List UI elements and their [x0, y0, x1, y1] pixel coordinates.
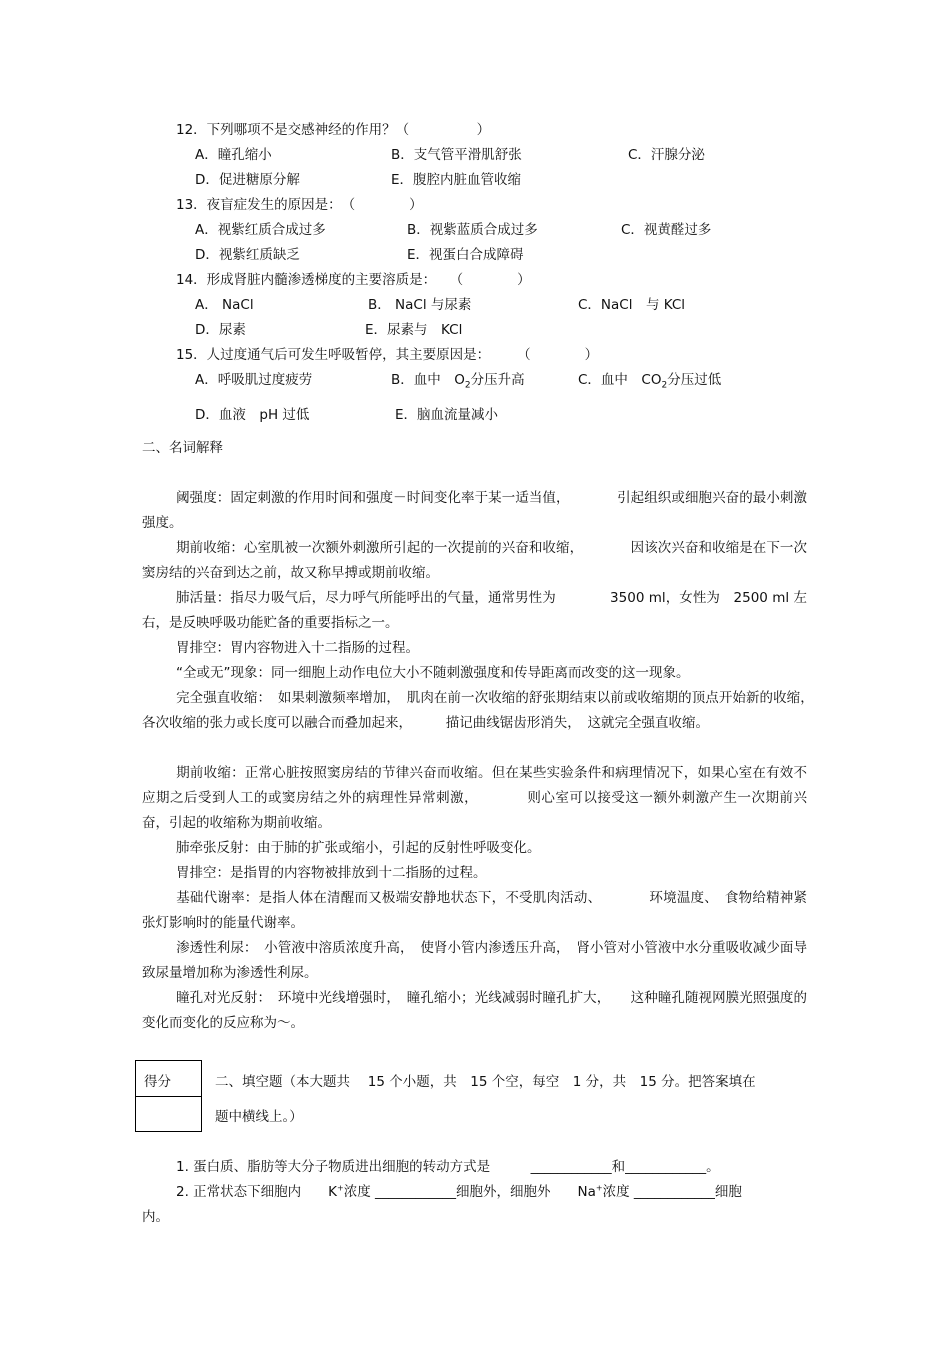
q15-option-e: E．脑血流量减小 — [395, 407, 499, 423]
definition-item: 基础代谢率：是指人体在清醒而又极端安静地状态下，不受肌肉活动、 环境温度、 食物给精神紧张灯影响时的能量代谢率。 — [142, 890, 807, 931]
definition-item: 瞳孔对光反射： 环境中光线增强时， 瞳孔缩小；光线减弱时瞳孔扩大， 这种瞳孔随视网膜光照强度的变化而变化的反应称为～。 — [142, 990, 807, 1031]
q14-option-b: B． NaCl 与尿素 — [368, 297, 472, 313]
q14-option-d: D．尿素 — [195, 322, 246, 338]
q14-option-e: E．尿素与 KCl — [365, 322, 463, 338]
q14-option-c: C．NaCl 与 KCl — [578, 297, 686, 313]
q14-option-a: A． NaCl — [195, 297, 254, 313]
definition-item: “全或无”现象：同一细胞上动作电位大小不随刺激强度和传导距离而改变的这一现象。 — [176, 665, 690, 681]
definition-item: 胃排空：是指胃的内容物被排放到十二指肠的过程。 — [176, 865, 487, 881]
definition-item: 渗透性利尿： 小管液中溶质浓度升高， 使肾小管内渗透压升高， 肾小管对小管液中水分重吸收减少面导致尿量增加称为渗透性利尿。 — [142, 940, 807, 981]
definition-item: 期前收缩：心室肌被一次额外刺激所引起的一次提前的兴奋和收缩， 因该次兴奋和收缩是在下一次窦房结的兴奋到达之前，故又称早搏或期前收缩。 — [142, 540, 807, 581]
q12-option-c: C．汗腺分泌 — [628, 147, 705, 163]
section-terms-title: 二、名词解释 — [142, 440, 223, 456]
q14-stem: 14．形成肾脏内髓渗透梯度的主要溶质是： （ ） — [176, 272, 531, 288]
score-box — [135, 1060, 202, 1132]
score-label: 得分 — [144, 1074, 171, 1090]
q13-option-c: C．视黄醛过多 — [621, 222, 712, 238]
definition-item: 期前收缩：正常心脏按照窦房结的节律兴奋而收缩。但在某些实验条件和病理情况下，如果心室在有效不应期之后受到人工的或窦房结之外的病理性异常刺激， 则心室可以接受这一额外刺激产生一次期前兴奋，引起的收缩称为期前收缩。 — [142, 765, 807, 831]
fill-item-2: 2. 正常状态下细胞内 K+浓度 ____________细胞外，细胞外 Na+浓度 ____________细胞 — [176, 1183, 742, 1200]
q13-option-e: E．视蛋白合成障碍 — [407, 247, 524, 263]
q12-option-a: A．瞳孔缩小 — [195, 147, 272, 163]
q15-option-b: B．血中 $O_2$分压升高 — [391, 372, 525, 391]
q15-option-a: A．呼吸肌过度疲劳 — [195, 372, 313, 388]
q15-option-d: D．血液 pH 过低 — [195, 407, 310, 423]
section-fill-title: 二、填空题（本大题共 15 个小题，共 15 个空，每空 1 分，共 15 分。把答案填在 — [215, 1074, 756, 1090]
q13-option-a: A．视紫红质合成过多 — [195, 222, 326, 238]
q12-option-e: E．腹腔内脏血管收缩 — [391, 172, 522, 188]
score-box-divider — [136, 1096, 201, 1097]
q13-option-b: B．视紫蓝质合成过多 — [407, 222, 538, 238]
q12-option-d: D．促进糖原分解 — [195, 172, 300, 188]
definition-item: 胃排空：胃内容物进入十二指肠的过程。 — [176, 640, 419, 656]
definition-item: 完全强直收缩： 如果刺激频率增加， 肌肉在前一次收缩的舒张期结束以前或收缩期的顶点开始新的收缩， 各次收缩的张力或长度可以融合而叠加起来， 描记曲线锯齿形消失， 这就完全强直收缩。 — [142, 690, 821, 731]
q12-stem: 12．下列哪项不是交感神经的作用？（ ） — [176, 122, 491, 138]
q15-option-c: C．血中 $CO_2$分压过低 — [578, 372, 722, 391]
fill-item-1: 1. 蛋白质、脂肪等大分子物质进出细胞的转动方式是 ____________和____________。 — [176, 1159, 720, 1175]
definition-item: 阈强度：固定刺激的作用时间和强度－时间变化率于某一适当值， 引起组织或细胞兴奋的最小刺激强度。 — [142, 490, 807, 531]
q15-stem: 15．人过度通气后可发生呼吸暂停，其主要原因是： （ ） — [176, 347, 599, 363]
q13-stem: 13．夜盲症发生的原因是： （ ） — [176, 197, 423, 213]
fill-item-2-cont: 内。 — [142, 1209, 169, 1225]
section-fill-title-cont: 题中横线上。） — [215, 1109, 303, 1125]
q12-option-b: B．支气管平滑肌舒张 — [391, 147, 522, 163]
definition-item: 肺活量：指尽力吸气后，尽力呼气所能呼出的气量，通常男性为 3500 ml，女性为 2500 ml 左右，是反映呼吸功能贮备的重要指标之一。 — [142, 590, 807, 631]
q13-option-d: D．视紫红质缺乏 — [195, 247, 300, 263]
definition-item: 肺牵张反射：由于肺的扩张或缩小，引起的反射性呼吸变化。 — [176, 840, 541, 856]
